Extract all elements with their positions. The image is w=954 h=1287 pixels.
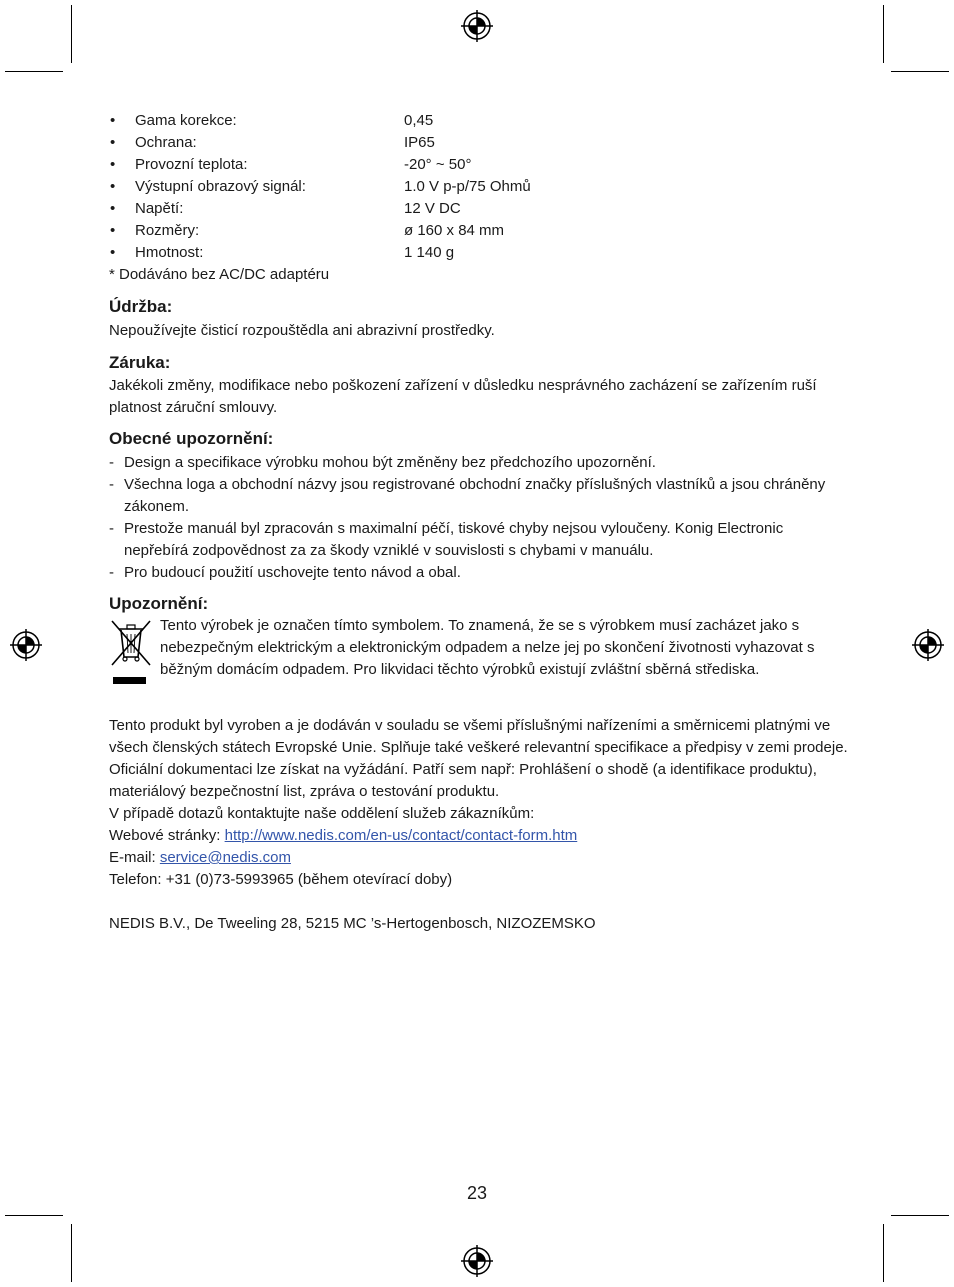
- caution-text: Tento výrobek je označen tímto symbolem. To znamená, že se s výrobkem musí zacházet jako s nebezpečným elektrickým a elektronickým odpadem a nelze jej po skončení životnosti vyhazovat s běžným domácím odpadem. Pro likvidaci těchto výrobků existují zvláštní sběrná střediska.: [160, 617, 815, 678]
- email-link[interactable]: service@nedis.com: [159, 849, 291, 866]
- weee-bin-icon: [109, 615, 160, 681]
- spec-label: Gama korekce:: [135, 112, 237, 129]
- spec-label: Provozní teplota:: [135, 156, 248, 173]
- spec-value: IP65: [404, 134, 435, 151]
- crop-mark: [891, 1215, 949, 1216]
- bullet: •: [110, 112, 116, 129]
- spec-value: -20° ~ 50°: [404, 156, 472, 173]
- contact-intro: V případě dotazů kontaktujte naše oddělení služeb zákazníkům:: [109, 805, 535, 822]
- spec-value: 0,45: [404, 112, 434, 129]
- caution-section: [109, 593, 849, 681]
- website-label: Webové stránky:: [109, 827, 225, 844]
- list-item-text: Prestože manuál byl zpracován s maximalní péčí, tiskové chyby nejsou vyloučeny. Konig Electronic nepřebírá zodpovědnost za za škody vzniklé v souvislosti s chybami v manuálu.: [124, 520, 784, 559]
- list-item-text: Všechna loga a obchodní názvy jsou registrované obchodní značky příslušných vlastníků a jsou chráněny zákonem.: [124, 476, 826, 515]
- bullet: •: [110, 156, 116, 173]
- compliance-section: [109, 715, 849, 891]
- website-line: [109, 825, 849, 847]
- list-item-text: Design a specifikace výrobku mohou být změněny bez předchozího upozornění.: [124, 454, 656, 471]
- email-line: [109, 847, 849, 869]
- dash: -: [109, 564, 114, 581]
- spec-value: ø 160 x 84 mm: [404, 222, 505, 239]
- bullet: •: [110, 222, 116, 239]
- list-item: [109, 474, 849, 518]
- crop-mark: [71, 1224, 72, 1282]
- dash: -: [109, 454, 114, 471]
- spec-label: Ochrana:: [135, 134, 197, 151]
- dash: -: [109, 520, 114, 537]
- spec-row: [109, 198, 849, 220]
- bullet: •: [110, 178, 116, 195]
- bullet: •: [110, 200, 116, 217]
- maintenance-text: Nepoužívejte čisticí rozpouštědla ani abrazivní prostředky.: [109, 322, 495, 339]
- spec-value: 1.0 V p-p/75 Ohmů: [404, 178, 531, 195]
- general-notice-heading: Obecné upozornění:: [109, 429, 274, 448]
- spec-row: [109, 176, 849, 198]
- crop-mark: [5, 71, 63, 72]
- maintenance-section: [109, 296, 849, 342]
- weee-notice: [109, 615, 849, 681]
- general-notice-list: [109, 452, 849, 584]
- registration-mark-icon: [10, 629, 42, 661]
- warranty-heading: Záruka:: [109, 353, 171, 372]
- list-item: [109, 452, 849, 474]
- spec-row: [109, 220, 849, 242]
- spec-label: Rozměry:: [135, 222, 200, 239]
- warranty-section: [109, 352, 849, 419]
- spec-row: [109, 132, 849, 154]
- documentation-text: Oficiální dokumentaci lze získat na vyžádání. Patří sem např: Prohlášení o shodě (a identifikace produktu), materiálový bezpečnostní list, zpráva o testování produktu.: [109, 761, 817, 800]
- phone-line: Telefon: +31 (0)73-5993965 (během otevírací doby): [109, 871, 453, 888]
- maintenance-heading: Údržba:: [109, 297, 173, 316]
- company-address: NEDIS B.V., De Tweeling 28, 5215 MC ’s-Hertogenbosch, NIZOZEMSKO: [109, 915, 596, 932]
- spec-note: * Dodáváno bez AC/DC adaptéru: [109, 266, 330, 283]
- spec-row: [109, 110, 849, 132]
- list-item: [109, 518, 849, 562]
- page-number: 23: [466, 1183, 488, 1203]
- spec-value: 1 140 g: [404, 244, 455, 261]
- dash: -: [109, 476, 114, 493]
- email-label: E-mail:: [109, 849, 160, 866]
- registration-mark-icon: [461, 10, 493, 42]
- registration-mark-icon: [461, 1245, 493, 1277]
- spec-value: 12 V DC: [404, 200, 461, 217]
- list-item-text: Pro budoucí použití uschovejte tento návod a obal.: [124, 564, 461, 581]
- crop-mark: [71, 5, 72, 63]
- website-link[interactable]: http://www.nedis.com/en-us/contact/contact-form.htm: [224, 827, 578, 844]
- spec-label: Napětí:: [135, 200, 184, 217]
- compliance-text: Tento produkt byl vyroben a je dodáván v souladu se všemi příslušnými nařízeními a směrnicemi platnými ve všech členských státech Evropské Unie. Splňuje také veškeré relevantní specifikace a předpisy v zemi prodeje.: [109, 717, 848, 756]
- warranty-text: Jakékoli změny, modifikace nebo poškození zařízení v důsledku nesprávného zacházení se zařízením ruší platnost záruční smlouvy.: [109, 377, 817, 416]
- spec-row: [109, 242, 849, 264]
- spec-label: Výstupní obrazový signál:: [135, 178, 306, 195]
- registration-mark-icon: [912, 629, 944, 661]
- crop-mark: [5, 1215, 63, 1216]
- bullet: •: [110, 134, 116, 151]
- crop-mark: [883, 1224, 884, 1282]
- page-content: [109, 110, 849, 935]
- list-item: [109, 562, 849, 584]
- spec-list: [109, 110, 849, 264]
- crop-mark: [891, 71, 949, 72]
- general-notice-section: [109, 428, 849, 584]
- spec-row: [109, 154, 849, 176]
- crop-mark: [883, 5, 884, 63]
- caution-heading: Upozornění:: [109, 594, 209, 613]
- spec-label: Hmotnost:: [135, 244, 204, 261]
- bullet: •: [110, 244, 116, 261]
